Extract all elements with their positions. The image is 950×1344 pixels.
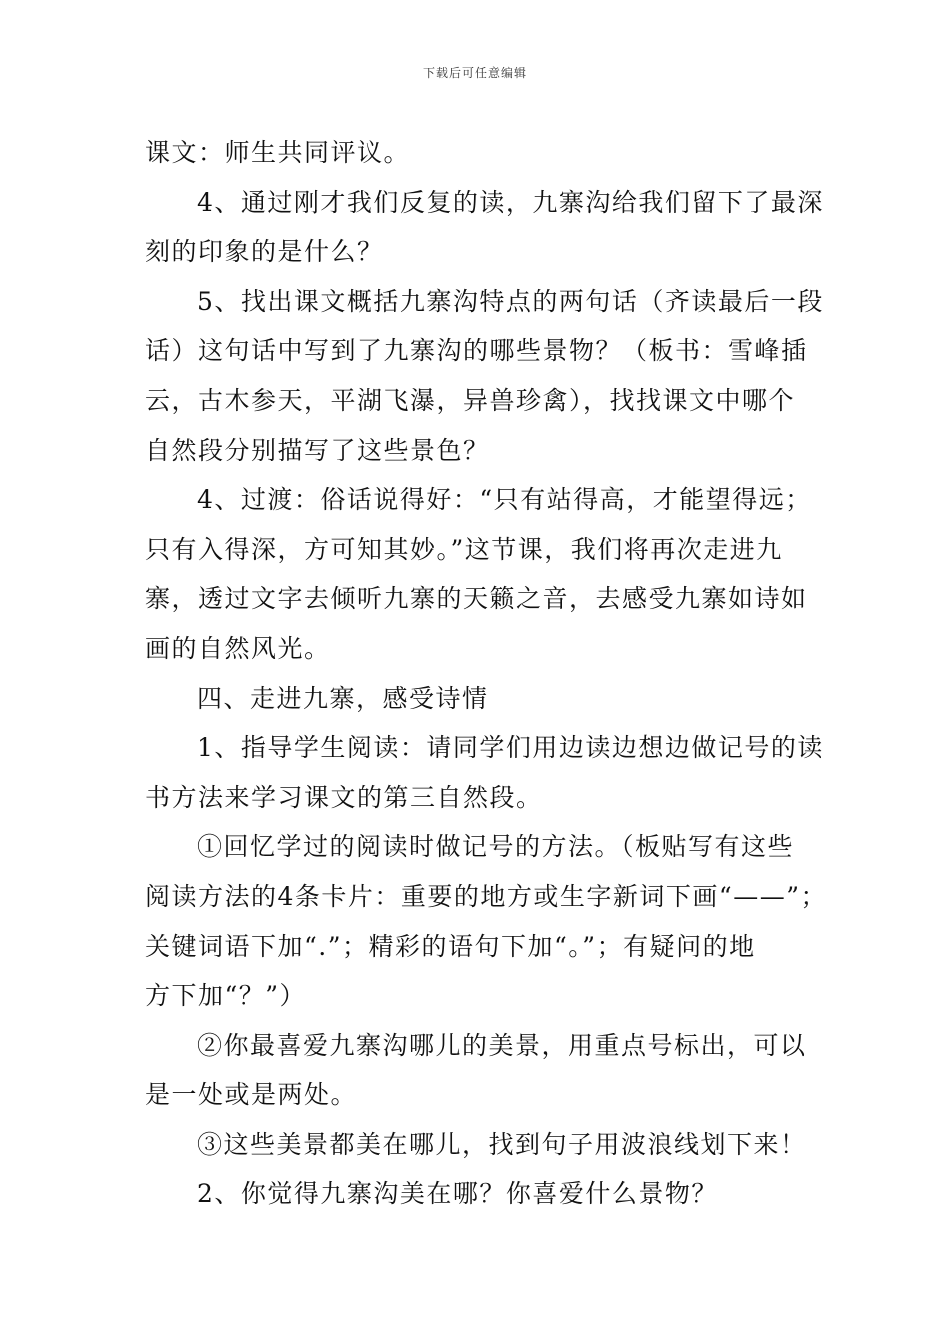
text-line: 2、你觉得九寨沟美在哪？你喜爱什么景物？ <box>197 1179 718 1209</box>
text-line: 云，古木参天，平湖飞瀑，异兽珍禽），找找课文中哪个 <box>145 385 796 415</box>
text-line: 只有入得深，方可知其妙。”这节课，我们将再次走进九 <box>145 534 783 564</box>
text-line: 书方法来学习课文的第三自然段。 <box>145 782 543 812</box>
text-line: 4、通过刚才我们反复的读，九寨沟给我们留下了最深 <box>197 187 824 217</box>
text-line: 话）这句话中写到了九寨沟的哪些景物？（板书：雪峰插 <box>145 336 808 366</box>
text-line: 画的自然风光。 <box>145 633 331 663</box>
text-line: 关键词语下加“.”；精彩的语句下加“。”；有疑问的地 <box>145 931 756 961</box>
text-line: 5、找出课文概括九寨沟特点的两句话（齐读最后一段 <box>197 286 824 316</box>
document-body <box>145 128 827 1219</box>
text-line: 是一处或是两处。 <box>145 1080 358 1110</box>
text-line: ③这些美景都美在哪儿，找到句子用波浪线划下来！ <box>197 1129 807 1159</box>
page-header: 下载后可任意编辑 <box>422 66 527 80</box>
text-line: 课文：师生共同评议。 <box>145 138 411 167</box>
text-line: 阅读方法的4条卡片：重要的地方或生字新词下画“——”； <box>145 881 827 911</box>
text-line: 4、过渡：俗话说得好：“只有站得高，才能望得远； <box>197 485 812 515</box>
text-line: ②你最喜爱九寨沟哪儿的美景，用重点号标出，可以 <box>197 1030 807 1060</box>
section-heading: 四、走进九寨，感受诗情 <box>197 683 489 713</box>
text-line: 方下加“？”） <box>145 981 307 1011</box>
text-line: 寨，透过文字去倾听九寨的天籁之音，去感受九寨如诗如 <box>145 584 808 614</box>
text-line: 自然段分别描写了这些景色？ <box>145 435 490 465</box>
text-line: ①回忆学过的阅读时做记号的方法。（板贴写有这些 <box>197 832 795 862</box>
text-line: 刻的印象的是什么？ <box>145 237 384 267</box>
text-line: 1、指导学生阅读：请同学们用边读边想边做记号的读 <box>197 733 824 763</box>
